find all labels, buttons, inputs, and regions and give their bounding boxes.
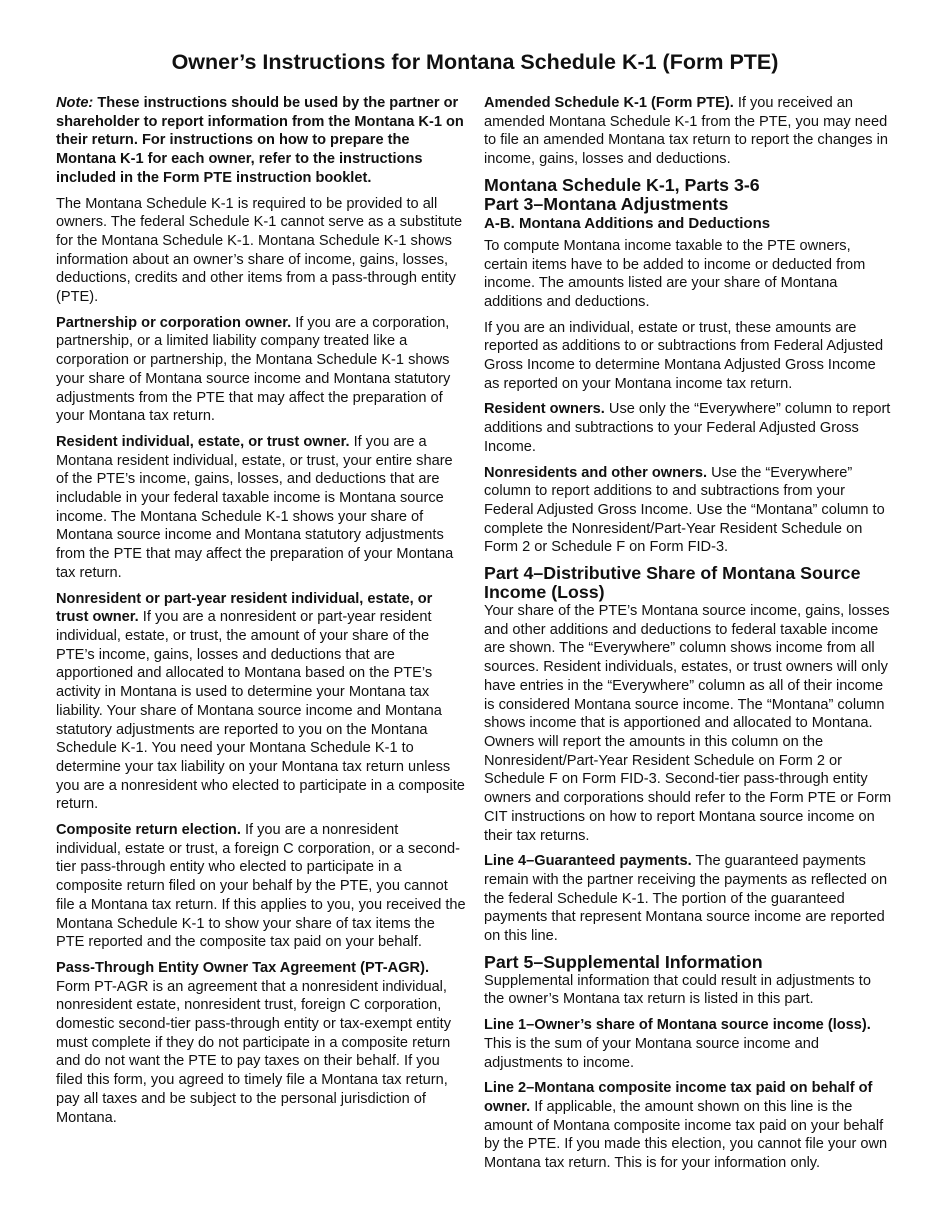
pt-agr-section [56,959,466,1127]
two-column-body [56,94,894,1180]
nonresident-owners-text: Use the “Everywhere” column to report additions to and subtractions from your Federal Adjusted Gross Income. Use the “Montana” column to complete the Nonresident/Part-Year Resident Schedule on Form 2 or Schedule F on Form FID-3. [484,464,885,556]
nonresident-owner-text: If you are a nonresident or part-year resident individual, estate, or trust, the amount of your share of the PTE’s income, gains, losses and deductions that are apportioned and allocated to Montana based on the PTE’s activity in Montana is used to determine your Montana tax liability. Your share of Montana source income and Montana statutory adjustments are reported to you on the Montana Schedule K-1. You need your Montana Schedule K-1 to determine your tax liability on your Montana tax return unless you are a nonresident who elected to participate in a composite return. [56,609,465,813]
parts-heading: Montana Schedule K-1, Parts 3-6 [484,174,760,195]
line4-section [484,852,894,946]
amended-section [484,94,894,169]
nonresident-owners-section [484,464,894,558]
right-column [484,94,894,1180]
note-text: These instructions should be used by the partner or shareholder to report information from the Montana K-1 on their return. For instructions on how to prepare the Montana K-1 for each owner, refer to the instructions included in the Form PTE instruction booklet. [56,95,464,186]
nonresident-owner-heading: Nonresident or part-year resident individual, estate, or trust owner. [56,590,433,626]
amended-heading: Amended Schedule K-1 (Form PTE). [484,95,734,111]
part4-text: Your share of the PTE’s Montana source income, gains, losses and other additions and deductions to federal taxable income are shown. The “Everywhere” column shows income from all sources. Resident individuals, estates, or trust owners will only have entries in the “Everywhere” column as all of their income is considered Montana source income. The “Montana” column shows income that is apportioned and allocated to Montana. Owners will report the amounts in this column on the Nonresident/Part-Year Resident Schedule on Form 2 or Schedule F on Form FID-3. Second-tier pass-through entity owners and corporations should refer to the Form PTE or Form CIT instructions on how to report Montana source income on their tax returns. [484,603,892,844]
part3-heading: Part 3–Montana Adjustments [484,193,729,214]
resident-owners-text: Use only the “Everywhere” column to report additions and subtractions to your Federal Adjusted Gross Income. [484,401,891,455]
additions-deductions-text-2: If you are an individual, estate or trust, these amounts are reported as additions to or subtractions from Federal Adjusted Gross Income to determine Montana Adjusted Gross Income as reported on your Montana income tax return. [484,319,884,392]
part4-heading: Part 4–Distributive Share of Montana Source Income (Loss) [484,563,861,603]
resident-owner-heading: Resident individual, estate, or trust owner. [56,433,350,450]
amended-text: If you received an amended Montana Schedule K-1 from the PTE, you may need to file an amended Montana tax return to report the changes in income, gains, losses and deductions. [484,95,889,168]
nonresident-owners-heading: Nonresidents and other owners. [484,464,707,481]
partnership-owner-heading: Partnership or corporation owner. [56,314,292,331]
partnership-owner-text: If you are a corporation, partnership, or a limited liability company treated like a corporation or partnership, the Montana Schedule K-1 shows your share of Montana source income and Montana statutory adjustments from the PTE that may affect the preparation of your Montana tax return. [56,314,451,425]
partnership-owner-section [56,314,466,426]
line2-text: If applicable, the amount shown on this line is the amount of Montana composite income tax paid on your behalf by the PTE. If you made this election, you cannot file your own Montana tax return. This is for your information only. [484,1098,888,1172]
line1-heading: Line 1–Owner’s share of Montana source income (loss). [484,1017,871,1034]
page-title: Owner’s Instructions for Montana Schedule K-1 (Form PTE) [171,50,779,74]
pt-agr-text: Form PT-AGR is an agreement that a nonresident individual, nonresident estate, nonresident trust, foreign C corporation, domestic second-tier pass-through entity or tax-exempt entity must complete if they do not participate in a composite return and do not want the PTE to pay taxes on their behalf. If you filed this form, you agreed to timely file a Montana tax return, pay all taxes and be subject to the personal jurisdiction of Montana. [56,978,452,1126]
line2-heading: Line 2–Montana composite income tax paid on behalf of owner. [484,1080,873,1115]
line4-heading: Line 4–Guaranteed payments. [484,853,692,870]
left-column [56,94,466,1180]
composite-election-section [56,821,466,952]
additions-deductions-heading: A-B. Montana Additions and Deductions [484,214,771,232]
resident-owners-heading: Resident owners. [484,401,605,418]
note-paragraph [56,94,466,188]
part5-text: Supplemental information that could result in adjustments to the owner’s Montana tax return is listed in this part. [484,972,871,1008]
composite-election-heading: Composite return election. [56,822,241,839]
line4-text: The guaranteed payments remain with the partner receiving the payments as reflected on the federal Schedule K-1. The portion of the guaranteed payments that represent Montana source income are reported on this line. [484,853,888,945]
resident-owner-text: If you are a Montana resident individual, estate, or trust, your entire share of the PTE’s income, gains, losses, and deductions that are includable in your federal taxable income is Montana source income. The Montana Schedule K-1 shows your share of Montana source income and Montana statutory adjustments from the PTE that may affect the preparation of your Montana tax return. [56,433,454,581]
additions-deductions-text-1: To compute Montana income taxable to the PTE owners, certain items have to be added to income or deducted from income. The amounts listed are your share of Montana additions and deductions. [484,237,866,310]
line1-section [484,1016,894,1072]
composite-election-text: If you are a nonresident individual, estate or trust, a foreign C corporation, or a second-tier pass-through entity who elected to participate in a composite return filed on your behalf by the PTE, you cannot file a Montana tax return. If this applies to you, you received the Montana Schedule K-1 to show your share of tax items the PTE reported and the composite tax paid on your behalf. [56,822,466,951]
resident-owner-section [56,433,466,583]
nonresident-owner-section [56,590,466,814]
line1-text: This is the sum of your Montana source income and adjustments to income. [484,1035,820,1071]
line2-section [484,1079,894,1173]
part5-heading: Part 5–Supplemental Information [484,951,763,972]
pt-agr-heading: Pass-Through Entity Owner Tax Agreement (PT-AGR). [56,959,429,976]
intro-paragraph: The Montana Schedule K-1 is required to be provided to all owners. The federal Schedule K-1 cannot serve as a substitute for the Montana Schedule K-1. Montana Schedule K-1 shows information about an owner’s share of income, gains, losses, deductions, credits and other items from a pass-through entity (PTE). [56,195,463,306]
note-label: Note: [56,95,94,111]
resident-owners-section [484,400,894,456]
